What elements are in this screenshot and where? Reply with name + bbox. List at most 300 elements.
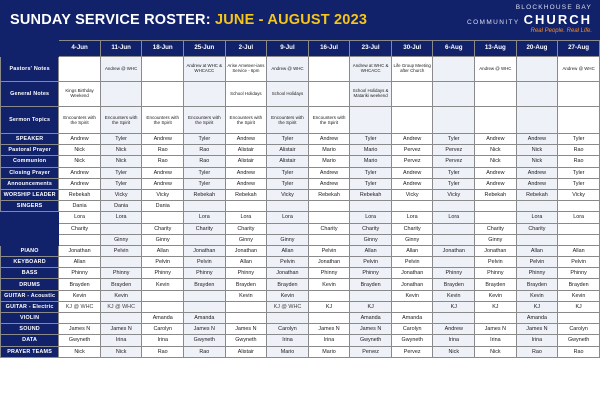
cell-r15-c9: Pelvin [391, 257, 433, 268]
cell-r10-c7 [308, 201, 350, 212]
table-row [1, 167, 600, 178]
cell-r9-c1: Rebekah [59, 189, 101, 200]
cell-r15-c13: Pelvin [558, 257, 600, 268]
cell-r13-c8: Ginny [350, 234, 392, 245]
cell-r12-c3: Charity [142, 223, 184, 234]
cell-r15-c2 [100, 257, 142, 268]
date-header-11: 13-Aug [475, 41, 517, 57]
row-label-closing-prayer: Closing Prayer [1, 167, 59, 178]
cell-r2-c6: School Holidays [267, 82, 309, 107]
cell-r21-c11: James N [475, 324, 517, 335]
cell-r11-c5: Lora [225, 212, 267, 223]
cell-r17-c13: Brayden [558, 279, 600, 290]
cell-r23-c3: Rao [142, 346, 184, 357]
cell-r2-c12 [516, 82, 558, 107]
row-label-piano: PIANO [1, 245, 59, 256]
cell-r4-c6: Tyler [267, 134, 309, 145]
cell-r20-c12: Amanda [516, 313, 558, 324]
cell-r2-c9 [391, 82, 433, 107]
cell-r6-c10: Pervez [433, 156, 475, 167]
row-label-keyboard: KEYBOARD [1, 257, 59, 268]
cell-r16-c6: Jonathan [267, 268, 309, 279]
page-title-main: SUNDAY SERVICE ROSTER: [10, 12, 215, 28]
cell-r21-c5: James N [225, 324, 267, 335]
table-row [1, 335, 600, 346]
cell-r4-c4: Tyler [184, 134, 226, 145]
cell-r11-c7 [308, 212, 350, 223]
cell-r3-c7: Encounters with the Spirit [308, 107, 350, 134]
table-row [1, 134, 600, 145]
cell-r23-c7: Mario [308, 346, 350, 357]
cell-r19-c10: KJ [433, 301, 475, 312]
row-label-drums: DRUMS [1, 279, 59, 290]
cell-r6-c6: Alistair [267, 156, 309, 167]
cell-r8-c13: Tyler [558, 178, 600, 189]
cell-r3-c3: Encounters with the Spirit [142, 107, 184, 134]
table-row [1, 145, 600, 156]
cell-r2-c5: School Holidays [225, 82, 267, 107]
cell-r8-c9: Andrew [391, 178, 433, 189]
cell-r17-c3: Kevin [142, 279, 184, 290]
cell-r9-c5: Rebekah [225, 189, 267, 200]
cell-r14-c8: Allan [350, 245, 392, 256]
row-label-blank-10 [1, 212, 59, 223]
cell-r4-c5: Andrew [225, 134, 267, 145]
cell-r15-c1: Allan [59, 257, 101, 268]
cell-r20-c8: Amanda [350, 313, 392, 324]
cell-r2-c1: Kings Birthday Weekend [59, 82, 101, 107]
cell-r16-c11: Phinny [475, 268, 517, 279]
cell-r20-c6 [267, 313, 309, 324]
page-title-accent: JUNE - AUGUST 2023 [214, 12, 368, 28]
cell-r21-c10: Andrew [433, 324, 475, 335]
cell-r8-c11: Andrew [475, 178, 517, 189]
cell-r5-c1: Nick [59, 145, 101, 156]
cell-r18-c12: Kevin [516, 290, 558, 301]
cell-r1-c3 [142, 57, 184, 82]
table-row [1, 234, 600, 245]
cell-r20-c1 [59, 313, 101, 324]
date-header-5: 2-Jul [225, 41, 267, 57]
cell-r23-c5: Alistair [225, 346, 267, 357]
table-row [1, 107, 600, 134]
row-label-pastors-notes: Pastors' Notes [1, 57, 59, 82]
cell-r7-c11: Andrew [475, 167, 517, 178]
cell-r11-c4: Lora [184, 212, 226, 223]
cell-r4-c9: Andrew [391, 134, 433, 145]
cell-r7-c9: Andrew [391, 167, 433, 178]
cell-r5-c7: Mario [308, 145, 350, 156]
cell-r7-c3: Andrew [142, 167, 184, 178]
cell-r16-c5: Phinny [225, 268, 267, 279]
row-label-blank-11 [1, 223, 59, 234]
cell-r15-c3: Pelvin [142, 257, 184, 268]
row-label-guitar-acoustic: GUITAR - Acoustic [1, 290, 59, 301]
table-header-row [1, 41, 600, 57]
cell-r12-c11: Charity [475, 223, 517, 234]
table-row [1, 82, 600, 107]
cell-r22-c8: Gwyneth [350, 335, 392, 346]
cell-r7-c10: Tyler [433, 167, 475, 178]
cell-r14-c5: Jonathan [225, 245, 267, 256]
cell-r20-c9: Amanda [391, 313, 433, 324]
cell-r15-c10 [433, 257, 475, 268]
cell-r2-c10 [433, 82, 475, 107]
table-row [1, 313, 600, 324]
cell-r10-c5 [225, 201, 267, 212]
cell-r12-c8: Charity [350, 223, 392, 234]
cell-r7-c5: Andrew [225, 167, 267, 178]
cell-r10-c3: Dania [142, 201, 184, 212]
cell-r14-c10: Jonathan [433, 245, 475, 256]
cell-r12-c12: Charity [516, 223, 558, 234]
cell-r20-c5 [225, 313, 267, 324]
cell-r19-c11: KJ [475, 301, 517, 312]
cell-r10-c4 [184, 201, 226, 212]
cell-r22-c1: Gwyneth [59, 335, 101, 346]
cell-r7-c2: Tyler [100, 167, 142, 178]
cell-r9-c12: Rebekah [516, 189, 558, 200]
cell-r23-c8: Pervez [350, 346, 392, 357]
cell-r22-c6: Irina [267, 335, 309, 346]
cell-r22-c7: Irina [308, 335, 350, 346]
cell-r5-c9: Pervez [391, 145, 433, 156]
cell-r5-c2: Nick [100, 145, 142, 156]
cell-r1-c10 [433, 57, 475, 82]
cell-r10-c11 [475, 201, 517, 212]
cell-r7-c13: Tyler [558, 167, 600, 178]
cell-r14-c1: Jonathan [59, 245, 101, 256]
logo-line-2: COMMUNITY [466, 18, 520, 26]
table-row [1, 178, 600, 189]
cell-r13-c13 [558, 234, 600, 245]
cell-r17-c8: Brayden [350, 279, 392, 290]
date-header-6: 9-Jul [267, 41, 309, 57]
table-row [1, 212, 600, 223]
cell-r23-c10: Nick [433, 346, 475, 357]
cell-r16-c1: Phinny [59, 268, 101, 279]
table-row [1, 268, 600, 279]
cell-r5-c6: Alistair [267, 145, 309, 156]
table-row [1, 201, 600, 212]
cell-r15-c4: Pelvin [184, 257, 226, 268]
logo-line-1: BLOCKHOUSE BAY [515, 4, 592, 11]
cell-r20-c10 [433, 313, 475, 324]
table-row [1, 156, 600, 167]
cell-r14-c12: Allan [516, 245, 558, 256]
cell-r7-c8: Tyler [350, 167, 392, 178]
row-label-sound: SOUND [1, 324, 59, 335]
cell-r18-c6: Kevin [267, 290, 309, 301]
cell-r20-c2 [100, 313, 142, 324]
table-row [1, 257, 600, 268]
cell-r1-c7 [308, 57, 350, 82]
cell-r18-c3 [142, 290, 184, 301]
cell-r11-c8: Lora [350, 212, 392, 223]
cell-r9-c9: Vicky [391, 189, 433, 200]
cell-r11-c13: Lora [558, 212, 600, 223]
cell-r3-c11 [475, 107, 517, 134]
cell-r13-c11: Ginny [475, 234, 517, 245]
cell-r14-c6: Allan [267, 245, 309, 256]
cell-r3-c4: Encounters with the Spirit [184, 107, 226, 134]
cell-r20-c7 [308, 313, 350, 324]
cell-r10-c8 [350, 201, 392, 212]
cell-r3-c5: Encounters with the Spirit [225, 107, 267, 134]
cell-r13-c9: Ginny [391, 234, 433, 245]
cell-r7-c1: Andrew [59, 167, 101, 178]
cell-r5-c12: Nick [516, 145, 558, 156]
cell-r5-c10: Pervez [433, 145, 475, 156]
cell-r10-c13 [558, 201, 600, 212]
cell-r17-c5: Brayden [225, 279, 267, 290]
cell-r16-c7: Phinny [308, 268, 350, 279]
cell-r20-c3: Amanda [142, 313, 184, 324]
cell-r18-c5: Kevin [225, 290, 267, 301]
cell-r4-c13: Tyler [558, 134, 600, 145]
cell-r8-c1: Andrew [59, 178, 101, 189]
cell-r9-c4: Rebekah [184, 189, 226, 200]
cell-r1-c12 [516, 57, 558, 82]
cell-r21-c13: Carolyn [558, 324, 600, 335]
cell-r17-c9: Jonathan [391, 279, 433, 290]
cell-r17-c4: Brayden [184, 279, 226, 290]
cell-r14-c7: Pelvin [308, 245, 350, 256]
cell-r17-c10: Brayden [433, 279, 475, 290]
cell-r21-c6: Carolyn [267, 324, 309, 335]
row-label-violin: VIOLIN [1, 313, 59, 324]
cell-r3-c8 [350, 107, 392, 134]
row-label-worship-leader: WORSHIP LEADER [1, 189, 59, 200]
cell-r16-c9: Jonathan [391, 268, 433, 279]
cell-r11-c11 [475, 212, 517, 223]
cell-r7-c7: Andrew [308, 167, 350, 178]
cell-r19-c1: KJ @ WHC [59, 301, 101, 312]
cell-r6-c7: Mario [308, 156, 350, 167]
cell-r20-c11 [475, 313, 517, 324]
cell-r19-c9 [391, 301, 433, 312]
cell-r10-c10 [433, 201, 475, 212]
cell-r23-c11: Nick [475, 346, 517, 357]
row-label-sermon-topics: Sermon Topics [1, 107, 59, 134]
cell-r21-c12: James N [516, 324, 558, 335]
table-row [1, 279, 600, 290]
cell-r9-c10: Vicky [433, 189, 475, 200]
cell-r16-c8: Phinny [350, 268, 392, 279]
cell-r8-c10: Tyler [433, 178, 475, 189]
cell-r12-c2 [100, 223, 142, 234]
cell-r18-c9: Kevin [391, 290, 433, 301]
cell-r6-c2: Nick [100, 156, 142, 167]
cell-r22-c5: Gwyneth [225, 335, 267, 346]
cell-r4-c2: Tyler [100, 134, 142, 145]
cell-r17-c1: Brayden [59, 279, 101, 290]
cell-r19-c13: KJ [558, 301, 600, 312]
cell-r9-c3: Vicky [142, 189, 184, 200]
page-title [10, 12, 367, 28]
cell-r2-c3 [142, 82, 184, 107]
cell-r22-c2: Irina [100, 335, 142, 346]
date-header-13: 27-Aug [558, 41, 600, 57]
cell-r5-c13: Rao [558, 145, 600, 156]
cell-r5-c11: Nick [475, 145, 517, 156]
cell-r11-c6: Lora [267, 212, 309, 223]
cell-r5-c4: Rao [184, 145, 226, 156]
cell-r15-c5: Allan [225, 257, 267, 268]
cell-r23-c1: Nick [59, 346, 101, 357]
row-label-data: DATA [1, 335, 59, 346]
cell-r11-c10: Lora [433, 212, 475, 223]
roster-body [1, 41, 600, 358]
cell-r23-c6: Mario [267, 346, 309, 357]
cell-r3-c9 [391, 107, 433, 134]
cell-r5-c5: Alistair [225, 145, 267, 156]
cell-r6-c12: Nick [516, 156, 558, 167]
cell-r22-c12: Irina [516, 335, 558, 346]
cell-r1-c1 [59, 57, 101, 82]
cell-r15-c7: Jonathan [308, 257, 350, 268]
row-label-guitar-electric: GUITAR - Electric [1, 301, 59, 312]
cell-r12-c5: Charity [225, 223, 267, 234]
cell-r2-c8: School Holidays & Matariki weekend [350, 82, 392, 107]
cell-r1-c4: Andrew at WHC & WHCACC [184, 57, 226, 82]
cell-r15-c6: Pelvin [267, 257, 309, 268]
cell-r6-c1: Nick [59, 156, 101, 167]
cell-r12-c9: Charity [391, 223, 433, 234]
cell-r11-c12: Lora [516, 212, 558, 223]
table-corner-cell [1, 41, 59, 57]
row-label-general-notes: General Notes [1, 82, 59, 107]
cell-r10-c2: Dania [100, 201, 142, 212]
cell-r13-c7 [308, 234, 350, 245]
cell-r10-c6 [267, 201, 309, 212]
cell-r2-c7 [308, 82, 350, 107]
cell-r8-c12: Andrew [516, 178, 558, 189]
cell-r18-c11: Kevin [475, 290, 517, 301]
cell-r22-c10: Irina [433, 335, 475, 346]
date-header-12: 20-Aug [516, 41, 558, 57]
cell-r18-c13: Kevin [558, 290, 600, 301]
cell-r8-c3: Andrew [142, 178, 184, 189]
date-header-9: 30-Jul [391, 41, 433, 57]
cell-r13-c10 [433, 234, 475, 245]
cell-r16-c4: Phinny [184, 268, 226, 279]
cell-r15-c8: Pelvin [350, 257, 392, 268]
cell-r16-c12: Phinny [516, 268, 558, 279]
cell-r14-c4: Jonathan [184, 245, 226, 256]
cell-r15-c11: Pelvin [475, 257, 517, 268]
date-header-10: 6-Aug [433, 41, 475, 57]
cell-r3-c2: Encounters with the Spirit [100, 107, 142, 134]
cell-r7-c4: Tyler [184, 167, 226, 178]
table-row [1, 245, 600, 256]
cell-r4-c7: Andrew [308, 134, 350, 145]
cell-r17-c7: Kevin [308, 279, 350, 290]
cell-r6-c4: Rao [184, 156, 226, 167]
table-row [1, 189, 600, 200]
cell-r13-c4 [184, 234, 226, 245]
cell-r12-c4: Charity [184, 223, 226, 234]
cell-r23-c13: Rao [558, 346, 600, 357]
cell-r7-c6: Tyler [267, 167, 309, 178]
cell-r9-c13: Vicky [558, 189, 600, 200]
cell-r1-c2: Andrew @ WHC [100, 57, 142, 82]
cell-r16-c13: Phinny [558, 268, 600, 279]
cell-r14-c9: Allan [391, 245, 433, 256]
cell-r17-c12: Brayden [516, 279, 558, 290]
cell-r5-c3: Rao [142, 145, 184, 156]
table-row [1, 290, 600, 301]
cell-r1-c13: Andrew @ WHC [558, 57, 600, 82]
date-header-3: 18-Jun [142, 41, 184, 57]
cell-r14-c11: Jonathan [475, 245, 517, 256]
cell-r4-c11: Andrew [475, 134, 517, 145]
cell-r13-c2: Ginny [100, 234, 142, 245]
cell-r3-c6: Encounters with the Spirit [267, 107, 309, 134]
cell-r4-c3: Andrew [142, 134, 184, 145]
cell-r23-c9: Pervez [391, 346, 433, 357]
cell-r22-c4: Gwyneth [184, 335, 226, 346]
cell-r8-c7: Andrew [308, 178, 350, 189]
cell-r2-c11 [475, 82, 517, 107]
cell-r14-c13: Allan [558, 245, 600, 256]
table-row [1, 223, 600, 234]
cell-r1-c8: Andrew at WHC & WHCACC [350, 57, 392, 82]
cell-r15-c12: Pelvin [516, 257, 558, 268]
row-label-speaker: SPEAKER [1, 134, 59, 145]
cell-r12-c7: Charity [308, 223, 350, 234]
cell-r7-c12: Andrew [516, 167, 558, 178]
cell-r10-c9 [391, 201, 433, 212]
date-header-1: 4-Jun [59, 41, 101, 57]
cell-r8-c6: Tyler [267, 178, 309, 189]
cell-r19-c8: KJ [350, 301, 392, 312]
cell-r18-c7 [308, 290, 350, 301]
cell-r21-c4: James N [184, 324, 226, 335]
cell-r3-c13 [558, 107, 600, 134]
cell-r18-c2: Kevin [100, 290, 142, 301]
cell-r13-c3: Ginny [142, 234, 184, 245]
cell-r6-c11: Nick [475, 156, 517, 167]
cell-r1-c6: Andrew @ WHC [267, 57, 309, 82]
cell-r1-c9: Life Group Meeting after Church [391, 57, 433, 82]
row-label-bass: BASS [1, 268, 59, 279]
cell-r10-c12 [516, 201, 558, 212]
row-label-pastoral-prayer: Pastoral Prayer [1, 145, 59, 156]
cell-r11-c1: Lora [59, 212, 101, 223]
cell-r16-c3: Phinny [142, 268, 184, 279]
cell-r13-c1 [59, 234, 101, 245]
cell-r10-c1: Dania [59, 201, 101, 212]
table-row [1, 346, 600, 357]
cell-r19-c12: KJ [516, 301, 558, 312]
cell-r23-c2: Nick [100, 346, 142, 357]
cell-r21-c9: Carolyn [391, 324, 433, 335]
table-row [1, 301, 600, 312]
cell-r22-c9: Gwyneth [391, 335, 433, 346]
cell-r3-c12 [516, 107, 558, 134]
cell-r2-c4 [184, 82, 226, 107]
cell-r9-c11: Rebekah [475, 189, 517, 200]
cell-r5-c8: Mario [350, 145, 392, 156]
cell-r2-c2 [100, 82, 142, 107]
cell-r8-c5: Andrew [225, 178, 267, 189]
cell-r19-c3 [142, 301, 184, 312]
table-row [1, 324, 600, 335]
cell-r17-c11: Brayden [475, 279, 517, 290]
date-header-7: 16-Jul [308, 41, 350, 57]
row-label-prayer-teams: PRAYER TEAMS [1, 346, 59, 357]
